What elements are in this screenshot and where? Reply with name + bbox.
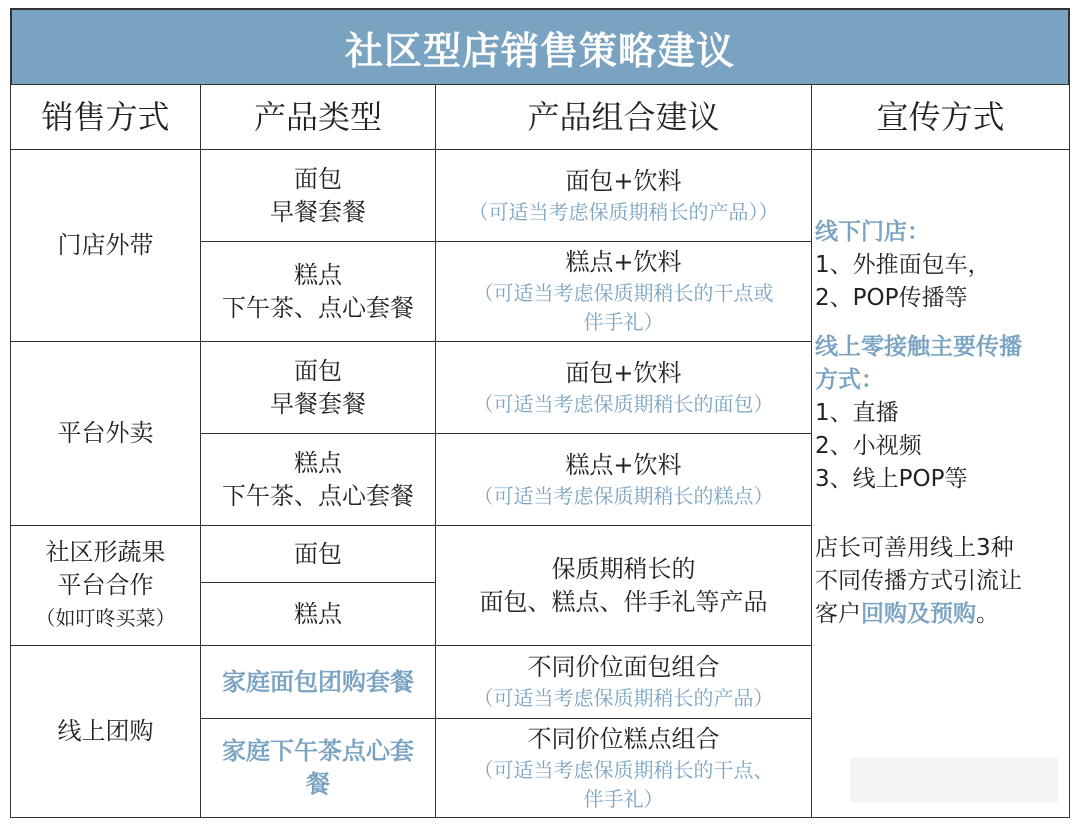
online-item: 2、小视频 — [815, 433, 922, 459]
type-cell — [200, 149, 436, 242]
type-line: 面包 — [294, 539, 342, 568]
header-combo-suggestion: 产品组合建议 — [435, 84, 812, 150]
method-label: 线上团购 — [57, 717, 154, 745]
type-line: 下午茶、点心套餐 — [222, 293, 414, 322]
offline-item: 1、外推面包车， — [815, 252, 991, 278]
method-label: 平台外卖 — [57, 419, 154, 447]
combo-note: （可适当考虑保质期稍长的产品） — [473, 686, 774, 710]
type-line: 家庭下午茶点心套 — [222, 737, 414, 765]
summary-suffix: 。 — [976, 601, 999, 627]
combo-note: （可适当考虑保质期稍长的糕点） — [473, 483, 774, 508]
summary-line — [815, 598, 1069, 631]
type-line: 面包 — [294, 356, 342, 385]
method-community-platform — [10, 525, 201, 646]
type-cell — [200, 525, 436, 583]
combo-text: 保质期稍长的 — [551, 554, 696, 583]
combo-note: 伴手礼） — [583, 786, 664, 811]
combo-note: （可适当考虑保质期稍长的干点或 — [473, 281, 774, 305]
promotion-cell — [811, 149, 1070, 818]
combo-cell — [435, 341, 812, 434]
type-line: 早餐套餐 — [270, 197, 366, 226]
type-line: 糕点 — [294, 599, 342, 628]
method-sub: （如叮咚买菜） — [35, 606, 176, 630]
online-item: 1、直播 — [815, 400, 899, 426]
combo-text: 面包+饮料 — [565, 358, 682, 387]
combo-cell — [435, 645, 812, 719]
combo-text: 糕点+饮料 — [565, 450, 682, 479]
type-line: 餐 — [306, 770, 330, 798]
type-cell — [200, 645, 436, 719]
combo-text: 不同价位面包组合 — [527, 653, 720, 681]
combo-text: 糕点+饮料 — [565, 248, 682, 276]
combo-note: 伴手礼） — [583, 310, 664, 334]
type-line: 面包 — [294, 164, 342, 193]
offline-heading: 线下门店： — [815, 219, 930, 245]
combo-text: 面包、糕点、伴手礼等产品 — [479, 587, 768, 616]
header-product-type: 产品类型 — [200, 84, 436, 150]
summary-line: 店长可善用线上3种 — [815, 535, 1014, 561]
method-store-takeaway — [10, 149, 201, 342]
type-line: 家庭面包团购套餐 — [222, 667, 414, 696]
type-cell — [200, 433, 436, 526]
online-heading: 线上零接触主要传播 — [815, 334, 1022, 360]
type-cell — [200, 241, 436, 342]
type-line: 糕点 — [294, 260, 342, 289]
combo-cell — [435, 718, 812, 818]
combo-cell — [435, 241, 812, 342]
type-line: 早餐套餐 — [270, 389, 366, 418]
header-sales-method: 销售方式 — [10, 84, 201, 150]
online-heading: 方式： — [815, 367, 884, 393]
combo-text: 面包+饮料 — [565, 166, 682, 195]
combo-text: 不同价位糕点组合 — [527, 724, 720, 753]
type-cell — [200, 718, 436, 818]
summary-highlight: 回购及预购 — [861, 601, 976, 627]
type-cell — [200, 341, 436, 434]
combo-cell — [435, 149, 812, 242]
type-line: 下午茶、点心套餐 — [222, 481, 414, 510]
method-label: 平台合作 — [57, 571, 154, 599]
combo-cell — [435, 433, 812, 526]
online-item: 3、线上POP等 — [815, 466, 968, 492]
combo-cell — [435, 525, 812, 646]
summary-line: 不同传播方式引流让 — [815, 568, 1022, 594]
combo-note: （可适当考虑保质期稍长的产品）） — [468, 199, 779, 224]
header-promotion: 宣传方式 — [811, 84, 1070, 150]
type-line: 糕点 — [294, 448, 342, 477]
method-platform-delivery — [10, 341, 201, 526]
method-label: 社区形蔬果 — [45, 538, 166, 566]
offline-item: 2、POP传播等 — [815, 285, 968, 311]
watermark-box — [850, 758, 1058, 802]
summary-prefix: 客户 — [815, 601, 861, 627]
combo-note: （可适当考虑保质期稍长的干点、 — [473, 757, 774, 782]
method-online-group — [10, 645, 201, 818]
method-label: 门店外带 — [57, 231, 154, 259]
table-title: 社区型店销售策略建议 — [10, 8, 1070, 86]
combo-note: （可适当考虑保质期稍长的面包） — [473, 391, 774, 416]
type-cell — [200, 582, 436, 646]
